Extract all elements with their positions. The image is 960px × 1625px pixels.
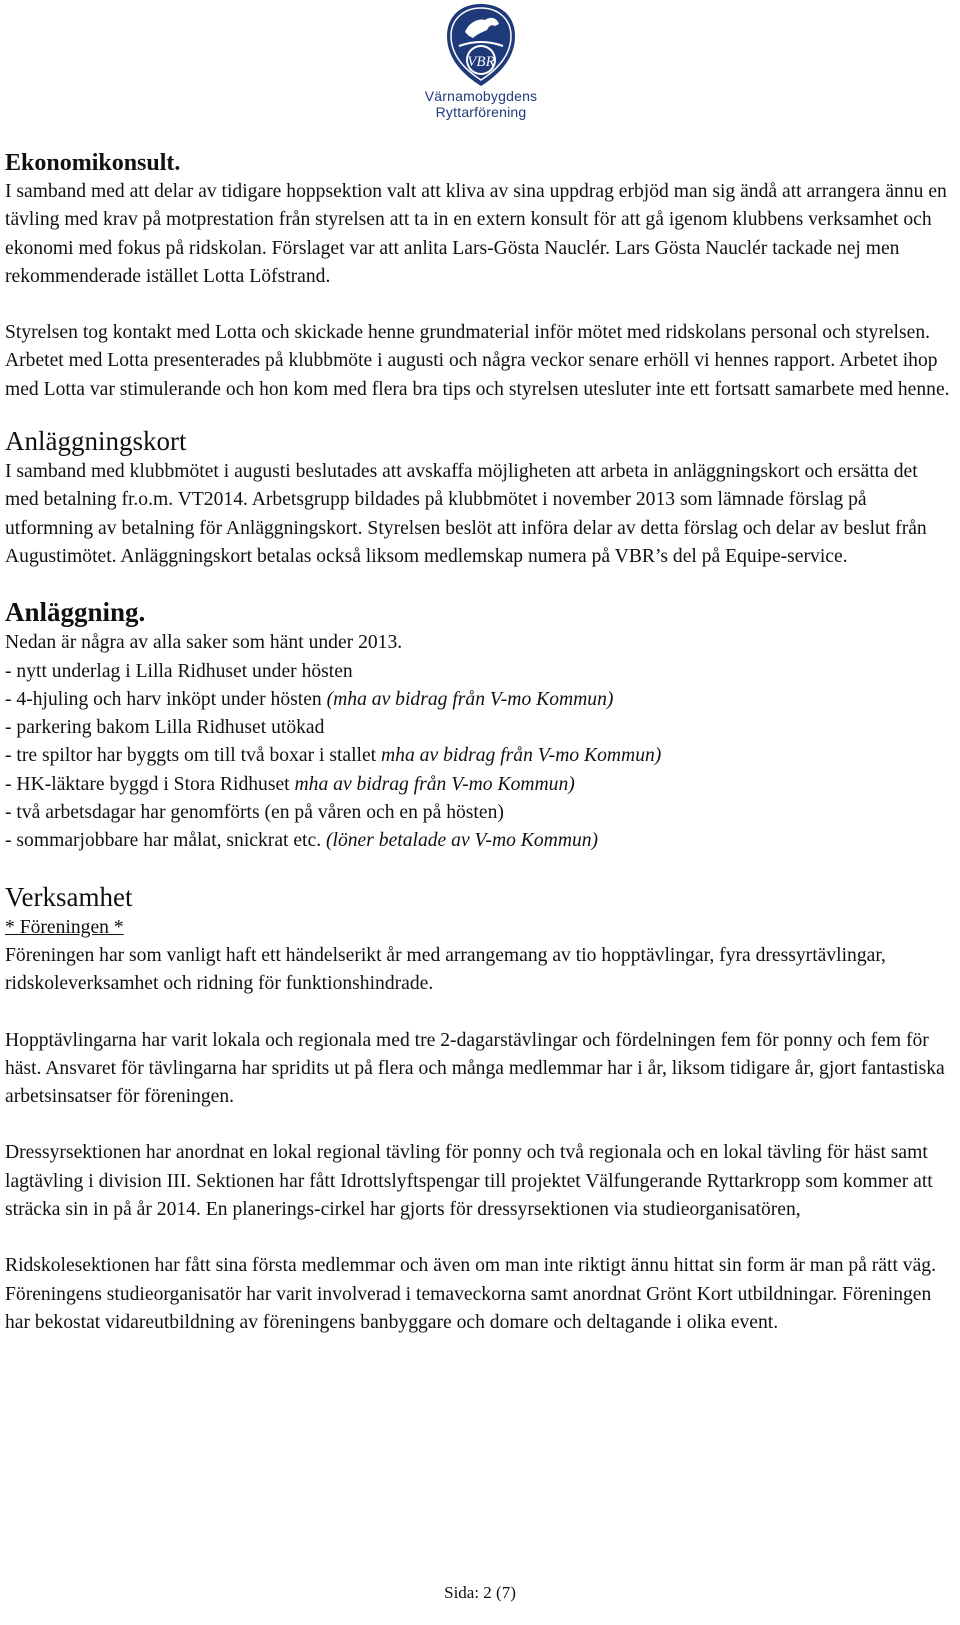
heading-ekonomikonsult: Ekonomikonsult.: [5, 150, 181, 176]
paragraph-verksamhet-5: Föreningens studieorganisatör har varit involverad i temaveckorna samt anordnat Grönt Kort utbildningar. Föreningen har bekostat vidareutbildning av föreningens banbyggare och domare och deltagande i olika event.: [5, 1283, 932, 1333]
logo-name-line2: Ryttarförening: [435, 104, 527, 120]
paragraph-ekonomi-2: Styrelsen tog kontakt med Lotta och skickade henne grundmaterial inför mötet med ridskolans personal och styrelsen. Arbetet med Lotta presenterades på klubbmöte i augusti och några veckor senare erhöll vi hennes rapport. Arbetet ihop med Lotta var stimulerande och hon kom med flera bra tips och styrelsen utesluter inte ett fortsatt samarbete med henne.: [5, 322, 950, 400]
anlaggning-intro: Nedan är några av alla saker som hänt under 2013.: [5, 632, 403, 654]
club-emblem-icon: [445, 2, 517, 88]
list-item: - sommarjobbare har målat, snickrat etc. (löner betalade av V-mo Kommun): [5, 830, 599, 852]
paragraph-verksamhet-1: Föreningen har som vanligt haft ett händelserikt år med arrangemang av tio hopptävlingar, fyra dressyrtävlingar, ridskoleverksamhet och ridning för funktionshindrade.: [5, 944, 886, 995]
club-logo: [416, 0, 546, 125]
anlaggning-list: [5, 658, 953, 856]
list-item: - 4-hjuling och harv inköpt under hösten (mha av bidrag från V-mo Kommun): [5, 688, 614, 710]
paragraph-ekonomi-1: I samband med att delar av tidigare hoppsektion valt att kliva av sina uppdrag erbjöd man sig ändå att arrangera ännu en tävling med krav på motprestation från styrelsen att ta in en extern konsult för att gå igenom klubbens verksamhet och ekonomi med fokus på ridskolan. Förslaget var att anlita Lars-Gösta Nauclér. Lars Gösta Nauclér tackade nej men rekommenderade istället Lotta Löfstrand.: [5, 181, 947, 287]
heading-anlaggning: Anläggning.: [5, 597, 146, 628]
document-body: [5, 148, 953, 1337]
heading-verksamhet: Verksamhet: [5, 881, 133, 912]
paragraph-verksamhet-4: Ridskolesektionen har fått sina första medlemmar och även om man inte riktigt ännu hittat sin form är man på rätt väg.: [5, 1255, 936, 1277]
list-item: - två arbetsdagar har genomförts (en på våren och en på hösten): [5, 802, 504, 824]
paragraph-anlaggningskort: I samband med klubbmötet i augusti beslutades att avskaffa möjligheten att arbeta in anläggningskort och ersätta det med betalning fr.o.m. VT2014. Arbetsgrupp bildades på klubbmötet i november 2013 som lämnade förslag på utformning av betalning för Anläggningskort. Styrelsen beslöt att införa delar av detta förslag och delar av beslut från Augustimötet. Anläggningskort betalas också liksom medlemskap numera på VBR’s del på Equipe-service.: [5, 461, 927, 567]
list-item: - HK-läktare byggd i Stora Ridhuset mha av bidrag från V-mo Kommun): [5, 773, 575, 795]
list-item: - nytt underlag i Lilla Ridhuset under hösten: [5, 660, 353, 682]
page-number: Sida: 2 (7): [444, 1583, 516, 1602]
paragraph-verksamhet-2: Hopptävlingarna har varit lokala och regionala med tre 2-dagarstävlingar och fördelningen fem för ponny och fem för häst. Ansvaret för tävlingarna har spridits ut på flera och många medlemmar har i år, liksom tidigare år, gjort fantastiska arbetsinsatser för föreningen.: [5, 1029, 945, 1108]
logo-name-line1: Värnamobygdens: [424, 88, 538, 104]
emblem-letters: VBR: [467, 54, 495, 70]
subheading-foreningen: * Föreningen *: [5, 916, 124, 938]
list-item: - parkering bakom Lilla Ridhuset utökad: [5, 717, 325, 739]
paragraph-verksamhet-3: Dressyrsektionen har anordnat en lokal regional tävling för ponny och två regionala och en lokal tävling för häst samt lagtävling i division III. Sektionen har fått Idrottslyftspengar till projektet Välfungerande Ryttarkropp som kommer att sträcka sin in på år 2014. En planerings-cirkel har gjorts för dressyrsektionen via studieorganisatören,: [5, 1142, 933, 1221]
heading-anlaggningskort: Anläggningskort: [5, 426, 187, 457]
list-item: - tre spiltor har byggts om till två boxar i stallet mha av bidrag från V-mo Kommun): [5, 745, 662, 767]
